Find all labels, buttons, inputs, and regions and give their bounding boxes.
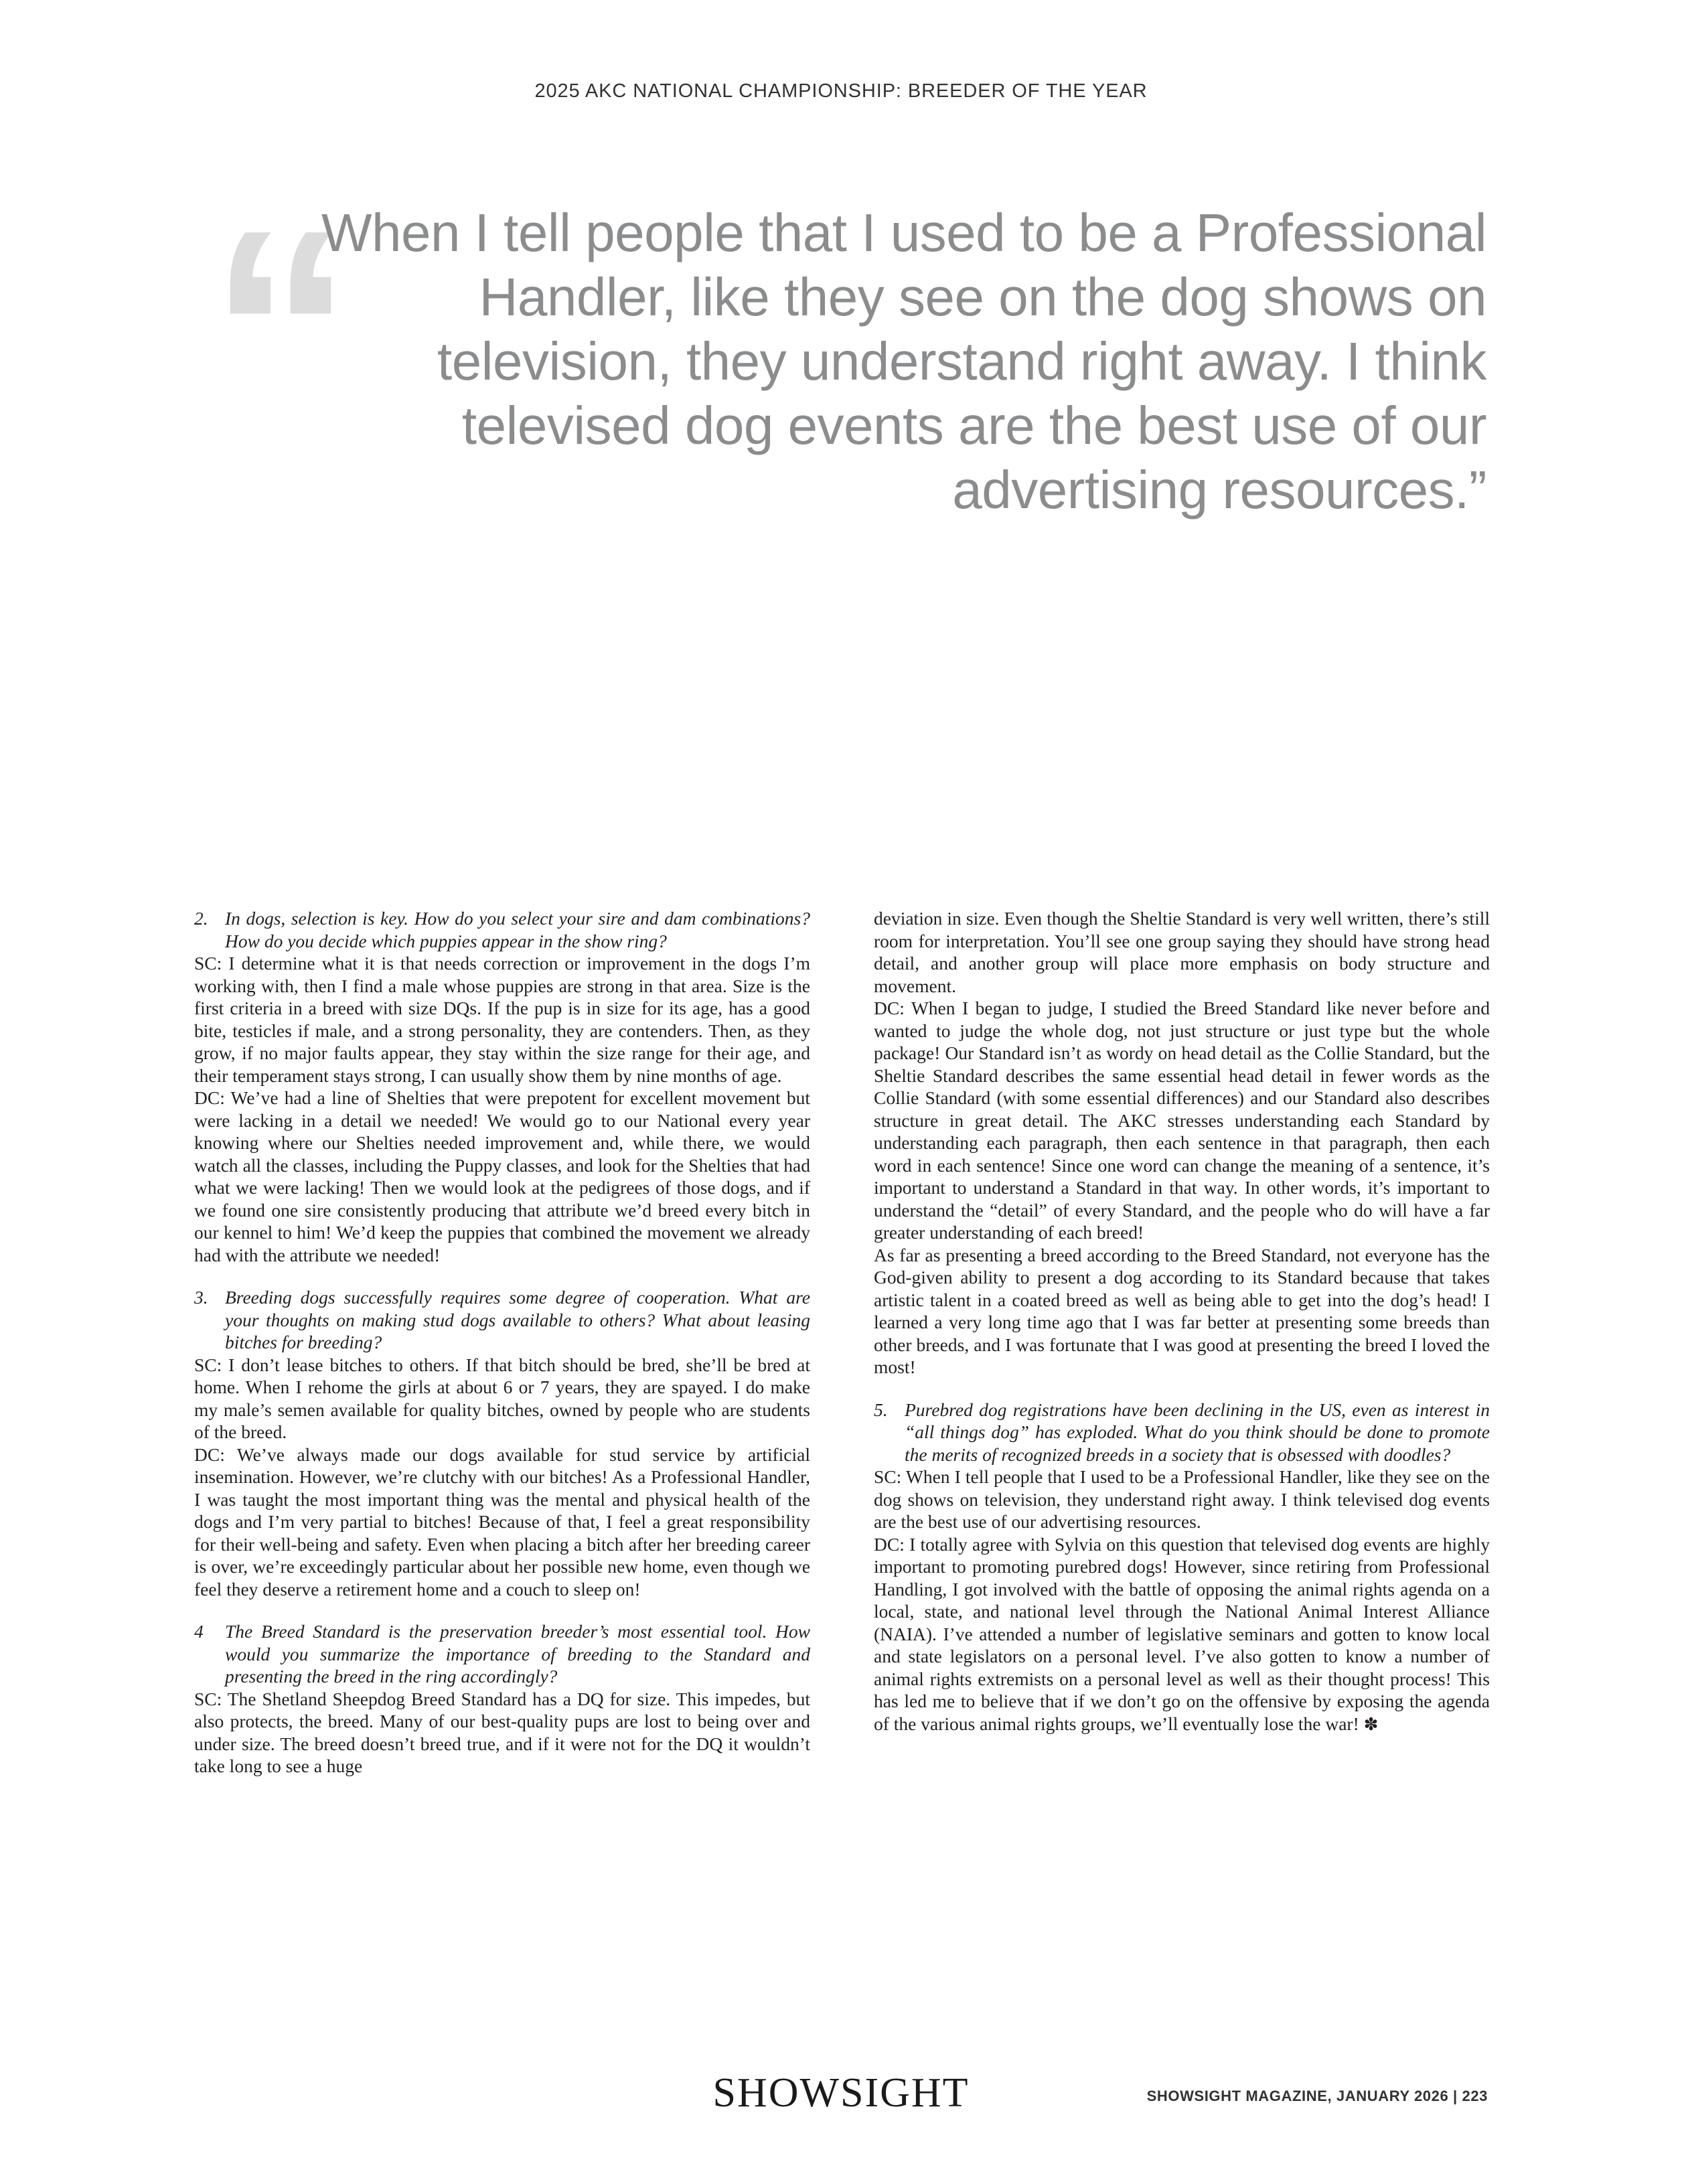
question-text: Purebred dog registrations have been declining in the US, even as interest in “all things dog” has exploded. What do you think should be done to promote the merits of recognized breeds in a society that is obsessed with doodles? — [905, 1399, 1490, 1465]
answer-paragraph: SC: I don’t lease bitches to others. If that bitch should be bred, she’ll be bred at home. When I rehome the girls at about 6 or 7 years, they are spayed. I do make my male’s semen available for quality bitches, owned by people who are students of the breed. — [194, 1354, 810, 1442]
article-columns — [194, 907, 1490, 2005]
question-line — [194, 1620, 810, 1688]
quotation-mark-icon: “ — [209, 171, 341, 492]
answer-paragraph: DC: We’ve had a line of Shelties that were prepotent for excellent movement but were lacking in a detail we needed! We would go to our National every year knowing where our Shelties needed improvement and, while there, we would watch all the classes, including the Puppy classes, and look for the Shelties that had what we were lacking! Then we would look at the pedigrees of those dogs, and if we found one sire consistently producing that attribute we’d breed every bitch in our kennel to him! We’d keep the puppies that combined the movement we already had with the attribute we needed! — [194, 1087, 810, 1265]
question-line — [194, 907, 810, 952]
qa-block — [194, 1620, 810, 1778]
question-line — [194, 1286, 810, 1354]
running-head: 2025 AKC NATIONAL CHAMPIONSHIP: BREEDER OF THE YEAR — [534, 80, 1148, 102]
answer-paragraph: SC: When I tell people that I used to be a Professional Handler, like they see on the dog shows on television, they understand right away. I think televised dog events are the best use of our advertising resources. — [874, 1466, 1490, 1532]
qa-block — [874, 1399, 1490, 1737]
end-of-article-icon: ✽ — [1363, 1714, 1379, 1735]
answer-text: DC: I totally agree with Sylvia on this question that televised dog events are highly important to promoting purebred dogs! However, since retiring from Professional Handling, I got involved with the battle of opposing the animal rights agenda on a local, state, and national level through the National Animal Interest Alliance (NAIA). I’ve attended a number of legislative seminars and gotten to know local and state legislators on a personal level. I’ve also gotten to know a number of animal rights extremists on a personal level as well as their thought process! This has led me to believe that if we don’t go on the offensive by exposing the agenda of the various animal rights groups, we’ll eventually lose the war! — [874, 1533, 1490, 1734]
pull-quote-text: When I tell people that I used to be a Professional Handler, like they see on the dog shows on television, they understand right away. I think televised dog events are the best use of our advertising resources.” — [321, 203, 1486, 520]
answer-paragraph: SC: The Shetland Sheepdog Breed Standard has a DQ for size. This impedes, but also protects, the breed. Many of our best-quality pups are lost to being over and under size. The breed doesn’t breed true, and if it were not for the DQ it wouldn’t take long to see a huge — [194, 1688, 810, 1776]
question-text: In dogs, selection is key. How do you select your sire and dam combinations? How do you decide which puppies appear in the show ring? — [225, 908, 810, 951]
question-number: 5. — [874, 1399, 888, 1420]
answer-paragraph: SC: I determine what it is that needs correction or improvement in the dogs I’m working with, then I find a male whose puppies are strong in that area. Size is the first criteria in a breed with size DQs. If the pup is in size for its age, has a good bite, testicles if male, and a strong personality, they are contenders. Then, as they grow, if no major faults appear, they stay within the size range for their age, and their temperament stays strong, I can usually show them by nine months of age. — [194, 953, 810, 1086]
qa-block-continued — [874, 907, 1490, 1379]
column-left — [194, 907, 810, 1778]
question-number: 2. — [194, 908, 208, 929]
answer-paragraph: DC: We’ve always made our dogs available for stud service by artificial insemination. However, we’re clutchy with our bitches! As a Professional Handler, I was taught the most important thing was the mental and physical health of the dogs and I’m very partial to bitches! Because of that, I feel a great responsibility for their well-being and safety. Even when placing a bitch after her breeding career is over, we’re exceedingly particular about her possible new home, even though we feel they deserve a retirement home and a couch to sleep on! — [194, 1444, 810, 1600]
answer-paragraph: As far as presenting a breed according to the Breed Standard, not everyone has the God-given ability to present a dog according to its Standard because that takes artistic talent in a coated breed as well as being able to get into the dog’s head! I learned a very long time ago that I was far better at presenting some breeds than other breeds, and I was fortunate that I was good at presenting the breed I loved the most! — [874, 1244, 1490, 1377]
question-number: 3. — [194, 1287, 208, 1308]
magazine-logo: SHOWSIGHT — [712, 2070, 970, 2116]
question-text: Breeding dogs successfully requires some degree of cooperation. What are your thoughts on making stud dogs available to others? What about leasing bitches for breeding? — [225, 1287, 810, 1352]
question-line — [874, 1399, 1490, 1466]
footer-issue-info: SHOWSIGHT MAGAZINE, JANUARY 2026 | 223 — [1146, 2088, 1488, 2104]
answer-paragraph: DC: When I began to judge, I studied the Breed Standard like never before and wanted to judge the whole dog, not just structure or just type but the whole package! Our Standard isn’t as wordy on head detail as the Collie Standard, but the Sheltie Standard describes the same essential head detail in fewer words as the Collie Standard (with some essential differences) and our Standard also describes structure in great detail. The AKC stresses understanding each Standard by understanding each paragraph, then each sentence in that paragraph, then each word in each sentence! Since one word can change the meaning of a sentence, it’s important to understand a Standard in that way. In other words, it’s important to understand the “detail” of every Standard, and the people who do will have a far greater understanding of each breed! — [874, 998, 1490, 1243]
qa-block — [194, 907, 810, 1266]
answer-paragraph: deviation in size. Even though the Sheltie Standard is very well written, there’s still room for interpretation. You’ll see one group saying they should have strong head detail, and another group will place more emphasis on body structure and movement. — [874, 908, 1490, 996]
qa-block — [194, 1286, 810, 1600]
pull-quote-block — [201, 171, 1486, 837]
question-text: The Breed Standard is the preservation breeder’s most essential tool. How would you summarize the importance of breeding to the Standard and presenting the breed in the ring accordingly? — [225, 1621, 810, 1687]
question-number: 4 — [194, 1621, 204, 1642]
answer-paragraph-final — [874, 1533, 1490, 1737]
column-right — [874, 907, 1490, 1736]
